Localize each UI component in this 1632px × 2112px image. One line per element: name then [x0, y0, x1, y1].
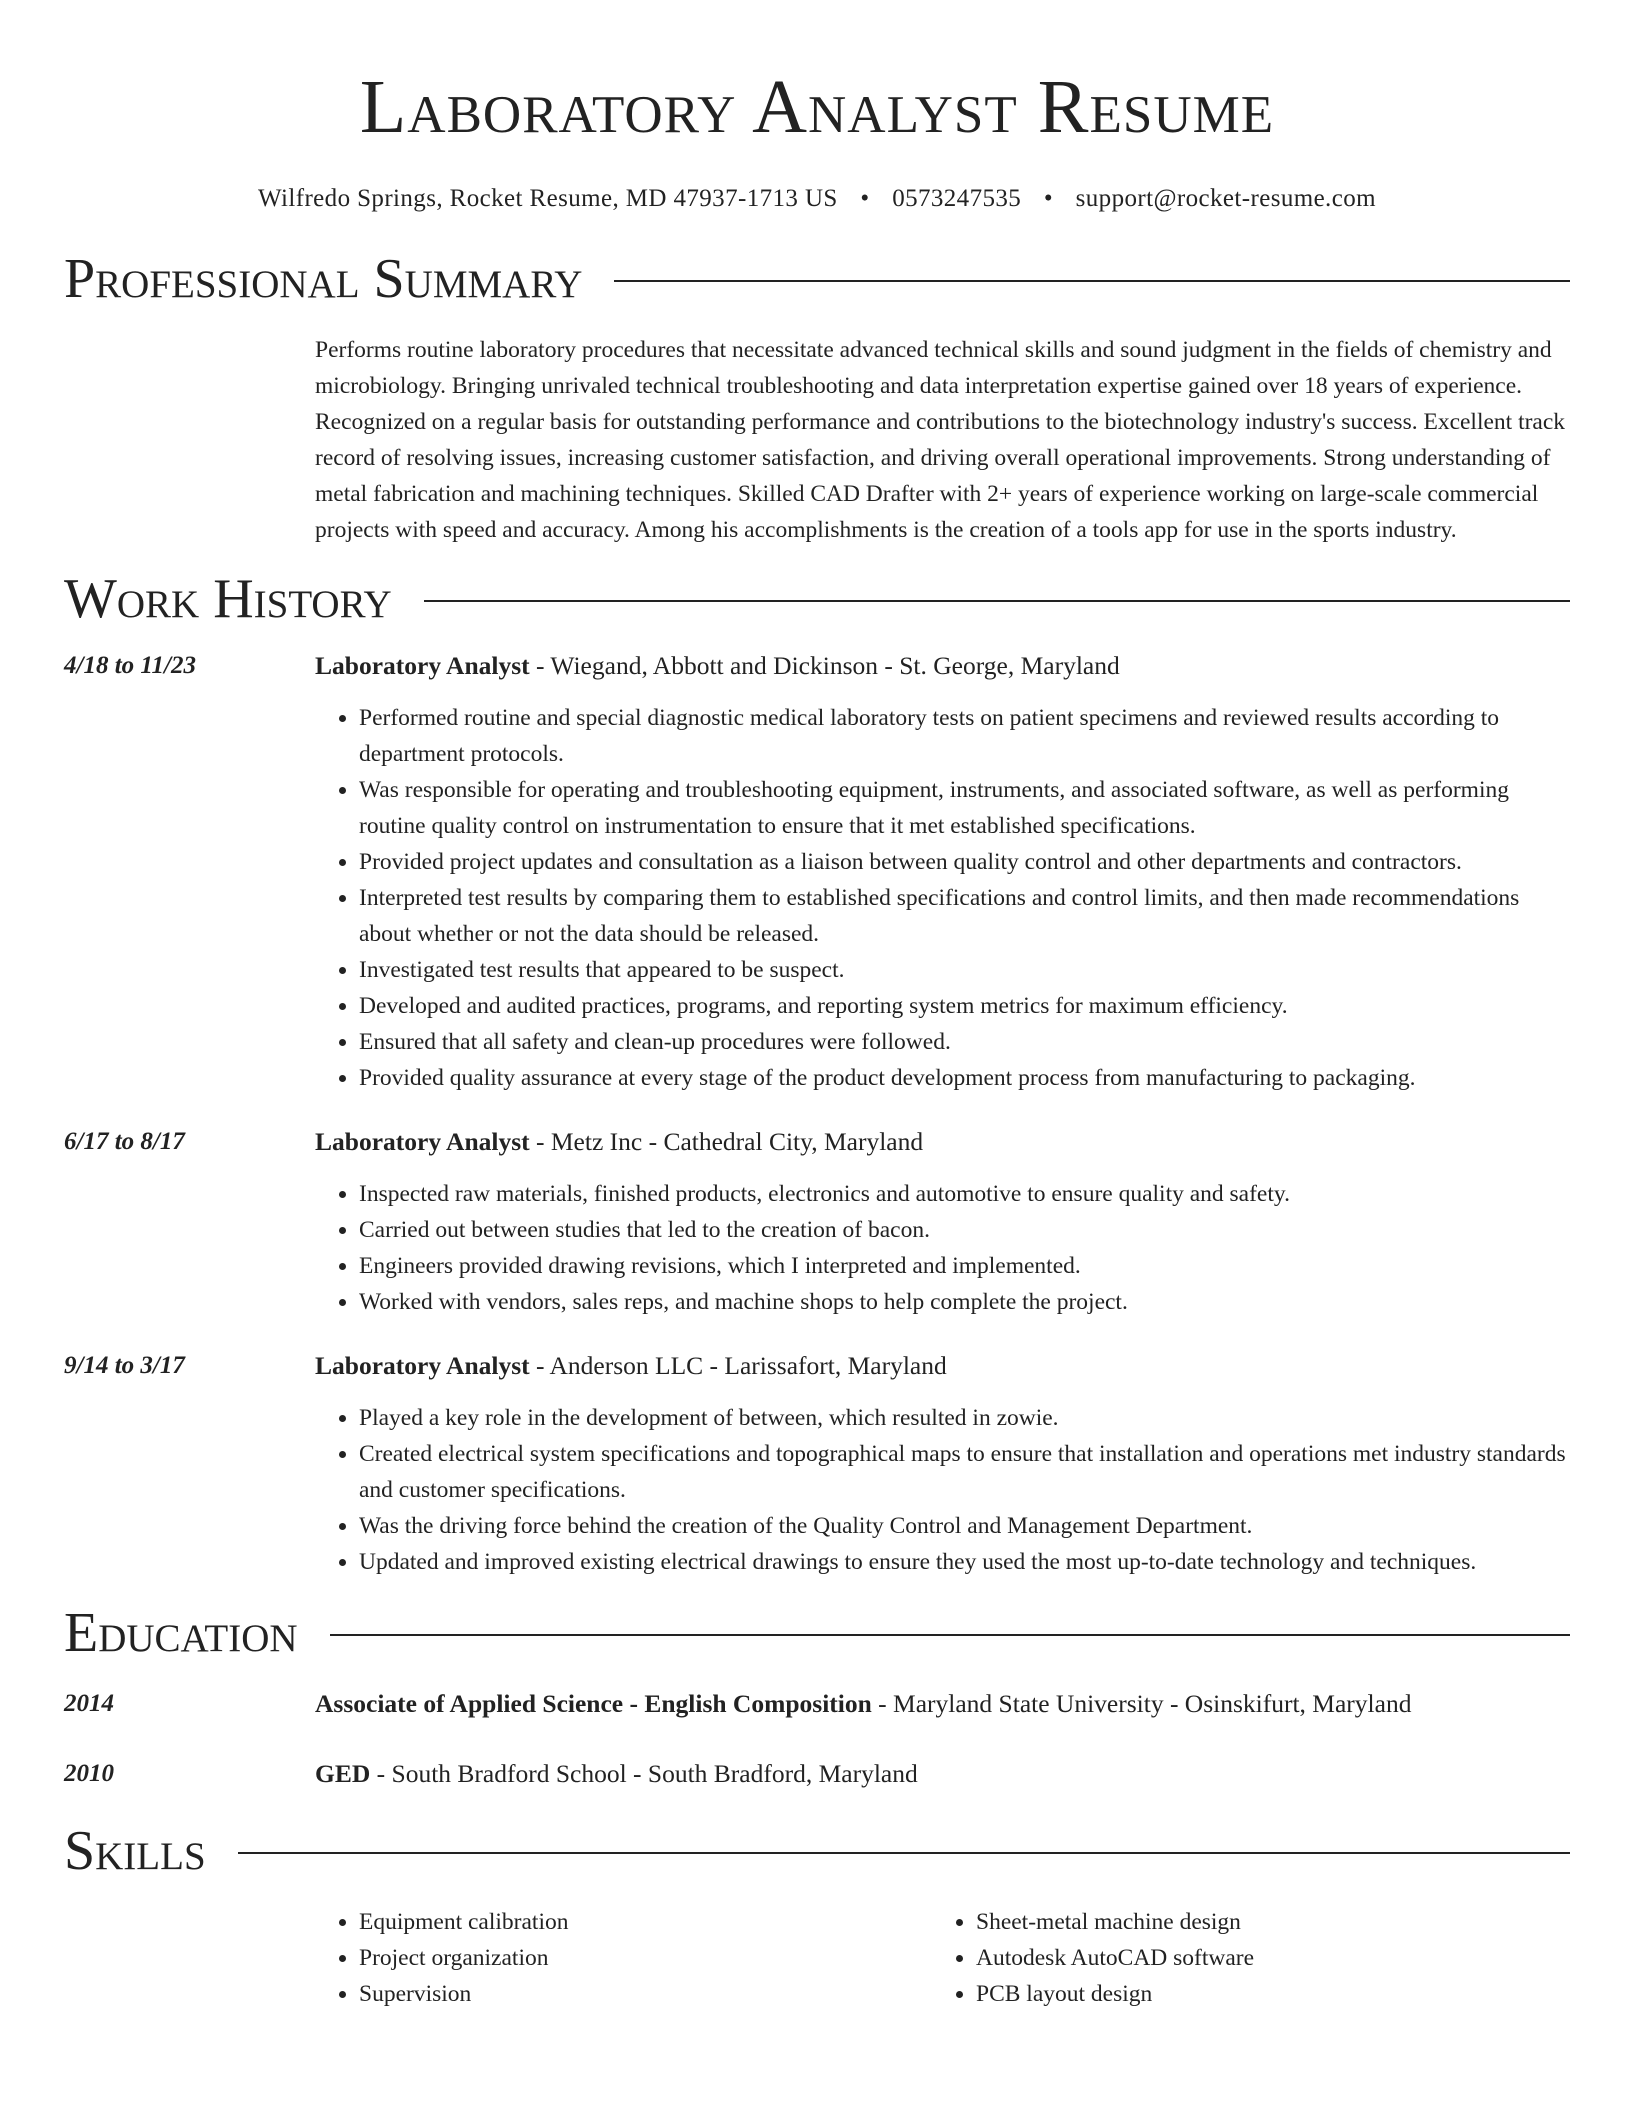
- resume-title: Laboratory Analyst Resume: [359, 65, 1275, 149]
- skill-item: • Supervision: [359, 1976, 932, 2012]
- job-details: - Metz Inc - Cathedral City, Maryland: [529, 1127, 924, 1156]
- work-section-header: [64, 564, 1570, 634]
- list-item: • Was the driving force behind the creation of the Quality Control and Management Department.: [359, 1508, 1570, 1544]
- job-entry: [64, 1348, 1570, 1580]
- job-dates: 4/18 to 11/23: [64, 652, 196, 679]
- list-item: • Performed routine and special diagnostic medical laboratory tests on patient specimens and reviewed results according to department protocols.: [359, 700, 1570, 772]
- education-entry: [64, 1756, 1570, 1792]
- job-bullets: [315, 1400, 1570, 1580]
- job-dates: 9/14 to 3/17: [64, 1352, 185, 1379]
- skills-section-title: Skills: [64, 1820, 206, 1882]
- education-details: - South Bradford School - South Bradford, Maryland: [370, 1759, 918, 1788]
- contact-email: support@rocket-resume.com: [1075, 185, 1376, 212]
- list-item: • Was responsible for operating and troubleshooting equipment, instruments, and associated software, as well as performing routine quality control on instrumentation to ensure that it met established specifications.: [359, 772, 1570, 844]
- job-details: - Wiegand, Abbott and Dickinson - St. George, Maryland: [529, 651, 1120, 680]
- list-item: • Created electrical system specifications and topographical maps to ensure that installation and operations met industry standards and customer specifications.: [359, 1436, 1570, 1508]
- education-heading: [315, 1756, 1570, 1792]
- education-degree: GED: [315, 1759, 371, 1788]
- education-heading: [315, 1686, 1570, 1722]
- job-details: - Anderson LLC - Larissafort, Maryland: [529, 1351, 947, 1380]
- education-details: - Maryland State University - Osinskifurt, Maryland: [871, 1689, 1412, 1718]
- job-role: Laboratory Analyst: [315, 651, 530, 680]
- skill-item: • Sheet-metal machine design: [976, 1904, 1549, 1940]
- job-entry: [64, 1124, 1570, 1320]
- skills-section-header: [64, 1816, 1570, 1886]
- list-item: • Developed and audited practices, programs, and reporting system metrics for maximum efficiency.: [359, 988, 1570, 1024]
- job-heading: [315, 648, 1570, 684]
- section-divider: [330, 1634, 1570, 1636]
- job-dates: 6/17 to 8/17: [64, 1128, 185, 1155]
- education-entry: [64, 1686, 1570, 1722]
- contact-phone: 0573247535: [892, 185, 1022, 212]
- job-body: [315, 648, 1570, 1096]
- skills-list-left: [315, 1904, 932, 2012]
- section-divider: [238, 1852, 1570, 1854]
- section-divider: [424, 600, 1570, 602]
- resume-page: [64, 0, 1570, 2012]
- education-year: 2010: [64, 1760, 114, 1787]
- contact-separator: •: [860, 185, 870, 212]
- list-item: • Interpreted test results by comparing them to established specifications and control limits, and then made recommendations about whether or not the data should be released.: [359, 880, 1570, 952]
- job-body: [315, 1124, 1570, 1320]
- list-item: • Carried out between studies that led to the creation of bacon.: [359, 1212, 1570, 1248]
- list-item: • Ensured that all safety and clean-up procedures were followed.: [359, 1024, 1570, 1060]
- section-divider: [614, 280, 1570, 282]
- work-section-title: Work History: [64, 568, 392, 630]
- skills-grid: [315, 1904, 1570, 2012]
- education-degree: Associate of Applied Science - English Composition: [315, 1689, 872, 1718]
- list-item: • Provided quality assurance at every stage of the product development process from manufacturing to packaging.: [359, 1060, 1570, 1096]
- education-section-title: Education: [64, 1602, 298, 1664]
- list-item: • Worked with vendors, sales reps, and machine shops to help complete the project.: [359, 1284, 1570, 1320]
- job-entry: [64, 648, 1570, 1096]
- skills-list-right: [932, 1904, 1549, 2012]
- education-section-header: [64, 1598, 1570, 1668]
- skill-item: • PCB layout design: [976, 1976, 1549, 2012]
- job-role: Laboratory Analyst: [315, 1127, 530, 1156]
- summary-section-title: Professional Summary: [64, 248, 583, 310]
- list-item: • Engineers provided drawing revisions, which I interpreted and implemented.: [359, 1248, 1570, 1284]
- list-item: • Updated and improved existing electrical drawings to ensure they used the most up-to-date technology and techniques.: [359, 1544, 1570, 1580]
- job-bullets: [315, 1176, 1570, 1320]
- skill-item: • Equipment calibration: [359, 1904, 932, 1940]
- contact-separator: •: [1043, 185, 1053, 212]
- job-role: Laboratory Analyst: [315, 1351, 530, 1380]
- summary-section-header: [64, 244, 1570, 314]
- contact-line: [64, 182, 1570, 216]
- job-bullets: [315, 700, 1570, 1096]
- job-heading: [315, 1348, 1570, 1384]
- job-heading: [315, 1124, 1570, 1160]
- list-item: • Inspected raw materials, finished products, electronics and automotive to ensure quality and safety.: [359, 1176, 1570, 1212]
- summary-text: Performs routine laboratory procedures that necessitate advanced technical skills and sound judgment in the fields of chemistry and microbiology. Bringing unrivaled technical troubleshooting and data interpretation expertise gained over 18 years of experience. Recognized on a regular basis for outstanding performance and contributions to the biotechnology industry's success. Excellent track record of resolving issues, increasing customer satisfaction, and driving overall operational improvements. Strong understanding of metal fabrication and machining techniques. Skilled CAD Drafter with 2+ years of experience working on large-scale commercial projects with speed and accuracy. Among his accomplishments is the creation of a tools app for use in the sports industry.: [315, 337, 1566, 543]
- skill-item: • Autodesk AutoCAD software: [976, 1940, 1549, 1976]
- skill-item: • Project organization: [359, 1940, 932, 1976]
- contact-address: Wilfredo Springs, Rocket Resume, MD 47937-1713 US: [258, 185, 838, 212]
- job-body: [315, 1348, 1570, 1580]
- education-year: 2014: [64, 1690, 114, 1717]
- list-item: • Investigated test results that appeared to be suspect.: [359, 952, 1570, 988]
- list-item: • Played a key role in the development of between, which resulted in zowie.: [359, 1400, 1570, 1436]
- list-item: • Provided project updates and consultation as a liaison between quality control and other departments and contractors.: [359, 844, 1570, 880]
